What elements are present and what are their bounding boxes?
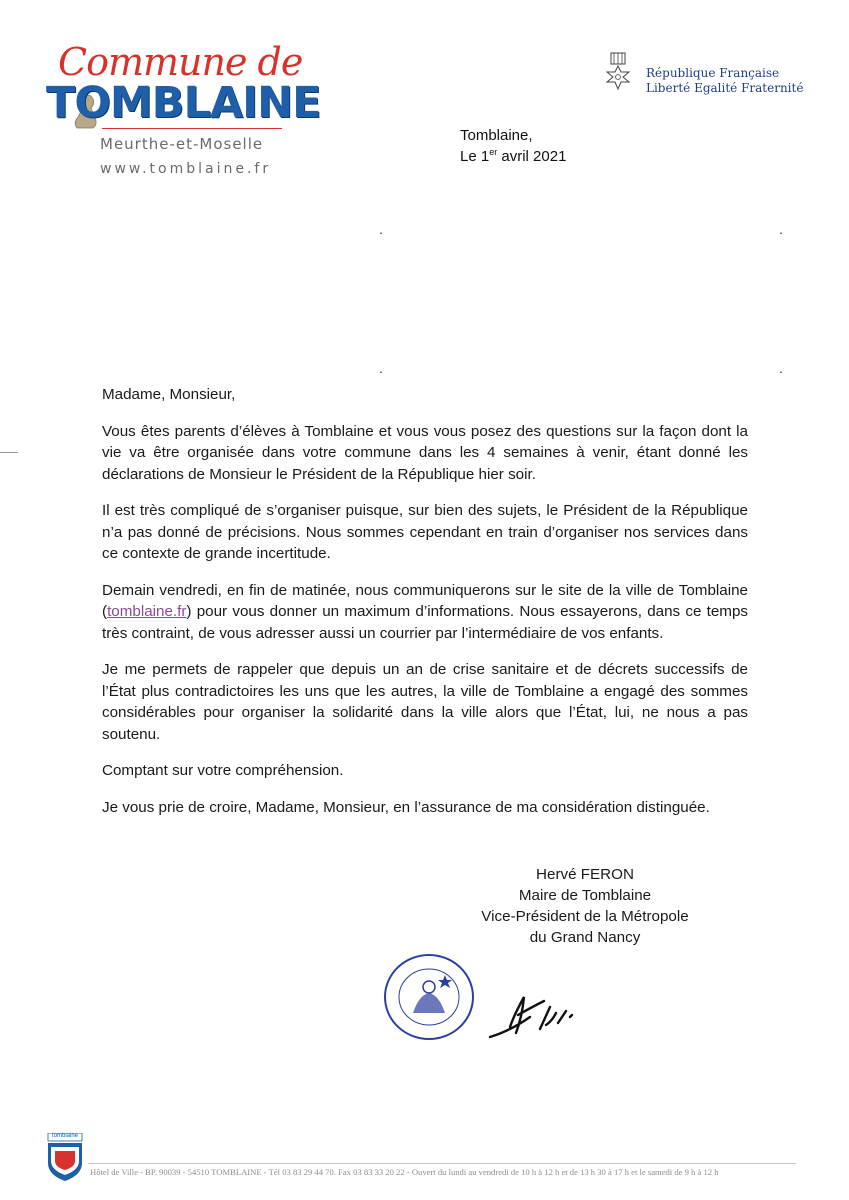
handwritten-signature-icon [488,985,608,1045]
commune-logo [40,40,321,185]
tomblaine-badge-icon [45,1133,85,1181]
placeholder-dot: . [779,360,783,376]
date-superscript: er [489,147,498,157]
paragraph-1: Vous êtes parents d’élèves à Tomblaine et vous vous posez des questions sur la façon dont la vie va être organisée dans votre commune dans les 4 semaines à venir, étant donné les déclarations de Monsieur le Président de la République hier soir. [102,422,748,483]
paragraph-2: Il est très compliqué de s’organiser puisque, sur bien des sujets, le Président de la République n’a pas donné de précisions. Nous sommes cependant en train d’organiser nos services dans ce contexte de grande incertitude. [102,502,748,562]
signatory-title-3: du Grand Nancy [529,929,641,946]
paragraph-5: Comptant sur votre compréhension. [102,762,344,779]
date-line [460,147,566,165]
badge-label: tomblaine [51,1133,78,1139]
paragraph-4: Je me permets de rappeler que depuis un an de crise sanitaire et de décrets successifs de l’État plus contradictoires les uns que les autres, la ville de Tomblaine a engagé des sommes considérables pour organiser la solidarité dans la ville alors que l’État, lui, ne nous a pas soutenu. [102,661,748,743]
logo-script-text: Commune de [58,40,303,84]
republic-francaise: République Française [646,66,780,80]
footer-address: Hôtel de Ville - BP. 90039 - 54510 TOMBLAINE - Tél 03 83 29 44 70. Fax 03 83 33 20 22 - Ouvert du lundi au vendredi de 10 h à 12 h et de 13 h 30 à 17 h et le samedi de 9 h à 12 h [90,1167,719,1177]
placeholder-dot: . [779,221,783,237]
signatory-title-2: Vice-Président de la Métropole [481,908,689,925]
footer-divider [88,1163,796,1164]
signatory-title-1: Maire de Tomblaine [518,887,652,904]
date-city: Tomblaine, [460,127,533,144]
paragraph-3-start: Demain vendredi, en fin de matinée, nous communiquerons sur le site de la ville de Tomblaine ( [102,581,748,620]
letter-body [102,384,748,833]
date-prefix: Le 1 [460,148,490,165]
paragraph-6: Je vous prie de croire, Madame, Monsieur, en l’assurance de ma considération distinguée. [102,798,710,816]
signatory-name: Hervé FERON [536,866,634,883]
logo-department: Meurthe-et-Moselle [100,135,264,153]
placeholder-dot: . [379,360,383,376]
fold-mark [0,452,18,453]
logo-main-text: TOMBLAINE [46,78,321,128]
date-suffix: avril 2021 [497,148,567,165]
croix-de-guerre-icon [603,52,633,96]
logo-website: www.tomblaine.fr [100,161,272,177]
placeholder-dot: . [379,221,383,237]
paragraph-3-end: ) pour vous donner un maximum d’informations. Nous essayerons, dans ce temps très contraint, de vous adresser aussi un courrier par l’intermédiaire de vos enfants. [102,603,748,642]
salutation: Madame, Monsieur, [102,386,236,403]
logo-divider [102,128,282,129]
paragraph-3 [102,580,748,645]
mairie-stamp-icon [383,953,475,1041]
website-link[interactable]: tomblaine.fr [107,603,187,620]
republic-motto: Liberté Egalité Fraternité [646,81,804,95]
